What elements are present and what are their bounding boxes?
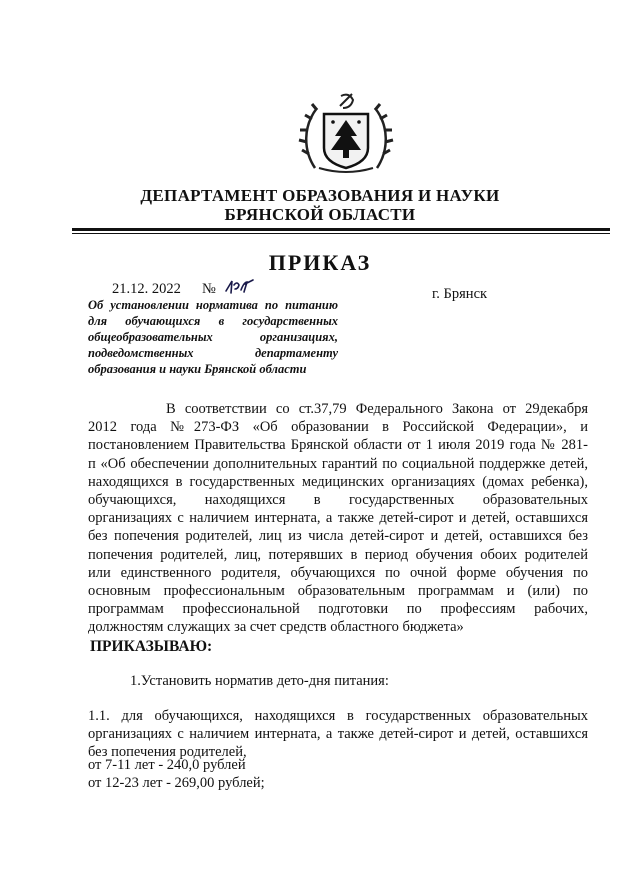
subject-line: образования и науки Брянской области (88, 362, 307, 376)
document-subject (88, 297, 338, 377)
paragraph-line: постановлением Правительства Брянской области от 1 июля 2019 года № 281- (88, 437, 588, 454)
paragraph-line: В соответствии со ст.37,79 Федерального Закона от 29декабря (166, 401, 588, 417)
order-item-1: 1.Установить норматив дето-дня питания: (130, 673, 389, 689)
subject-line: подведомственных департаменту (88, 346, 338, 360)
paragraph-line: или единственного родителя, обучающихся по очной форме обучения по (88, 564, 588, 581)
subject-line: Об установлении норматива по питанию (88, 298, 338, 312)
paragraph-line: 1.1. для обучающихся, находящихся в государственных образовательных (88, 708, 588, 724)
coat-of-arms-icon (297, 90, 395, 176)
document-number-label: № (202, 281, 216, 297)
header-divider-thin (72, 233, 610, 234)
paragraph-line: организациях с наличием интерната, а также детей-сирот и детей, оставшихся (88, 726, 588, 743)
department-name: ДЕПАРТАМЕНТ ОБРАЗОВАНИЯ И НАУКИ (140, 186, 500, 205)
rate-line: от 12-23 лет - 269,00 рублей; (88, 775, 265, 791)
paragraph-line: 2012 года №273-ФЗ «Об образовании в Российской Федерации», и (88, 419, 588, 436)
paragraph-line: должностям служащих за счет средств областного бюджета» (88, 619, 464, 636)
paragraph-line: без попечения родителей, (88, 744, 247, 761)
rate-line: от 7-11 лет - 240,0 рублей (88, 757, 246, 773)
paragraph-line: без попечения родителей, лиц из числа детей-сирот и детей, оставшихся без (88, 528, 588, 545)
preamble-paragraph (88, 400, 588, 637)
paragraph-line: находящихся в государственных медицинских организациях (домах ребенка), (88, 473, 588, 490)
document-city: г. Брянск (432, 286, 488, 302)
header-divider (72, 228, 610, 231)
paragraph-line: обучающихся, находящихся в государственных образовательных (88, 492, 588, 509)
paragraph-line: программам профессиональной подготовки по профессиям рабочих, (88, 601, 588, 618)
paragraph-line: основным профессиональным образовательным программам и (или) по (88, 583, 588, 600)
paragraph-line: п «Об обеспечении дополнительных гарантий по социальной поддержке детей, (88, 455, 588, 472)
document-date: 21.12. 2022 (112, 281, 181, 297)
document-type-title: ПРИКАЗ (268, 250, 372, 275)
paragraph-line: попечения родителей, лиц, потерявших в период обучения обоих родителей (88, 546, 588, 563)
subject-line: общеобразовательных организациях, (88, 330, 338, 344)
department-region: БРЯНСКОЙ ОБЛАСТИ (224, 205, 416, 224)
order-directive-heading: ПРИКАЗЫВАЮ: (90, 638, 213, 655)
handwritten-number (223, 276, 255, 298)
order-item-1-1 (88, 707, 588, 762)
paragraph-line: организациях с наличием интерната, а также детей-сирот и детей, оставшихся (88, 510, 588, 527)
subject-line: для обучающихся в государственных (88, 314, 338, 328)
